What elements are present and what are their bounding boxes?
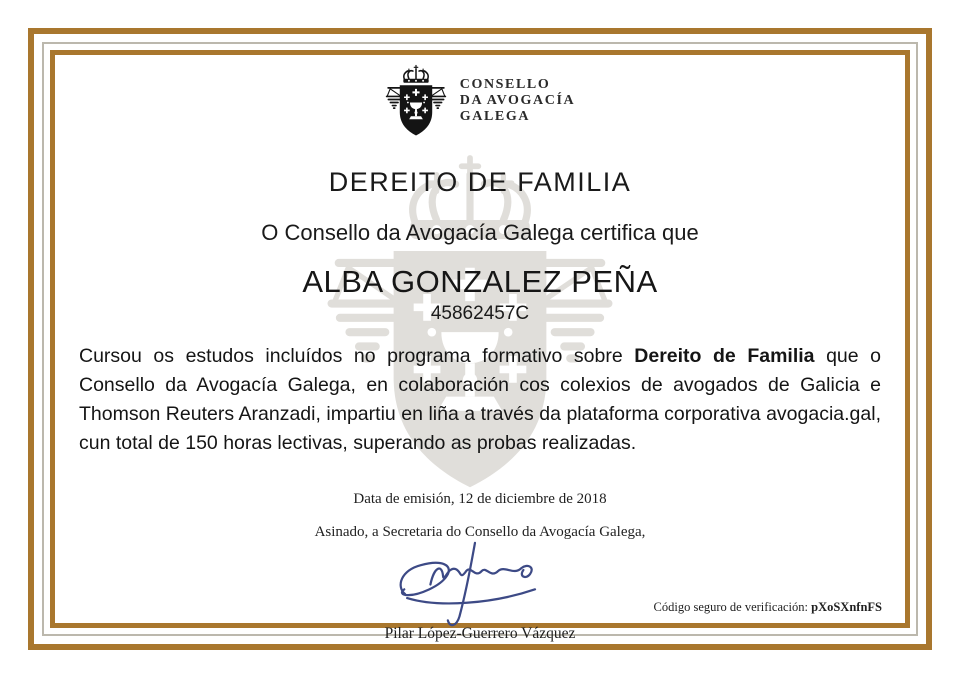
verification-code: pXoSXnfnFS	[811, 600, 882, 614]
org-name-line3: GALEGA	[459, 109, 531, 124]
certify-line: O Consello da Avogacía Galega certifica que	[261, 220, 699, 245]
org-name-line2: DA AVOGACÍA	[459, 93, 576, 108]
certificate-body	[79, 342, 881, 458]
issue-date-line: Data de emisión, 12 de diciembre de 2018	[353, 491, 607, 507]
recipient-id: 45862457C	[430, 303, 530, 324]
signature-image	[390, 539, 558, 631]
recipient-name: ALBA GONZALEZ PEÑA	[302, 264, 658, 299]
org-logo	[56, 63, 904, 139]
body-text-after: que o Consello da Avogacía Galega, en colaboración cos colexios de avogados de Galicia e Thomson Reuters Aranzadi, impartiu en liña a través da plataforma corporativa avogacia.gal, cun total de 150 horas lectivas, superando as probas realizadas.	[79, 345, 882, 454]
body-course-name: Dereito de Familia	[634, 345, 815, 367]
org-name-line1: CONSELLO	[459, 77, 551, 92]
signer-name: Pilar López-Guerrero Vázquez	[384, 625, 576, 642]
verification-line	[654, 600, 882, 615]
signed-by-line: Asinado, a Secretaria do Consello da Avogacía Galega,	[314, 524, 646, 540]
body-text-before: Cursou os estudos incluídos no programa formativo sobre	[79, 345, 635, 367]
org-name	[460, 77, 575, 125]
certificate-content	[56, 56, 904, 642]
certificate-title: DEREITO DE FAMILIA	[328, 167, 632, 197]
verification-label: Código seguro de verificación:	[653, 600, 812, 614]
avogacia-emblem-icon	[385, 63, 447, 139]
